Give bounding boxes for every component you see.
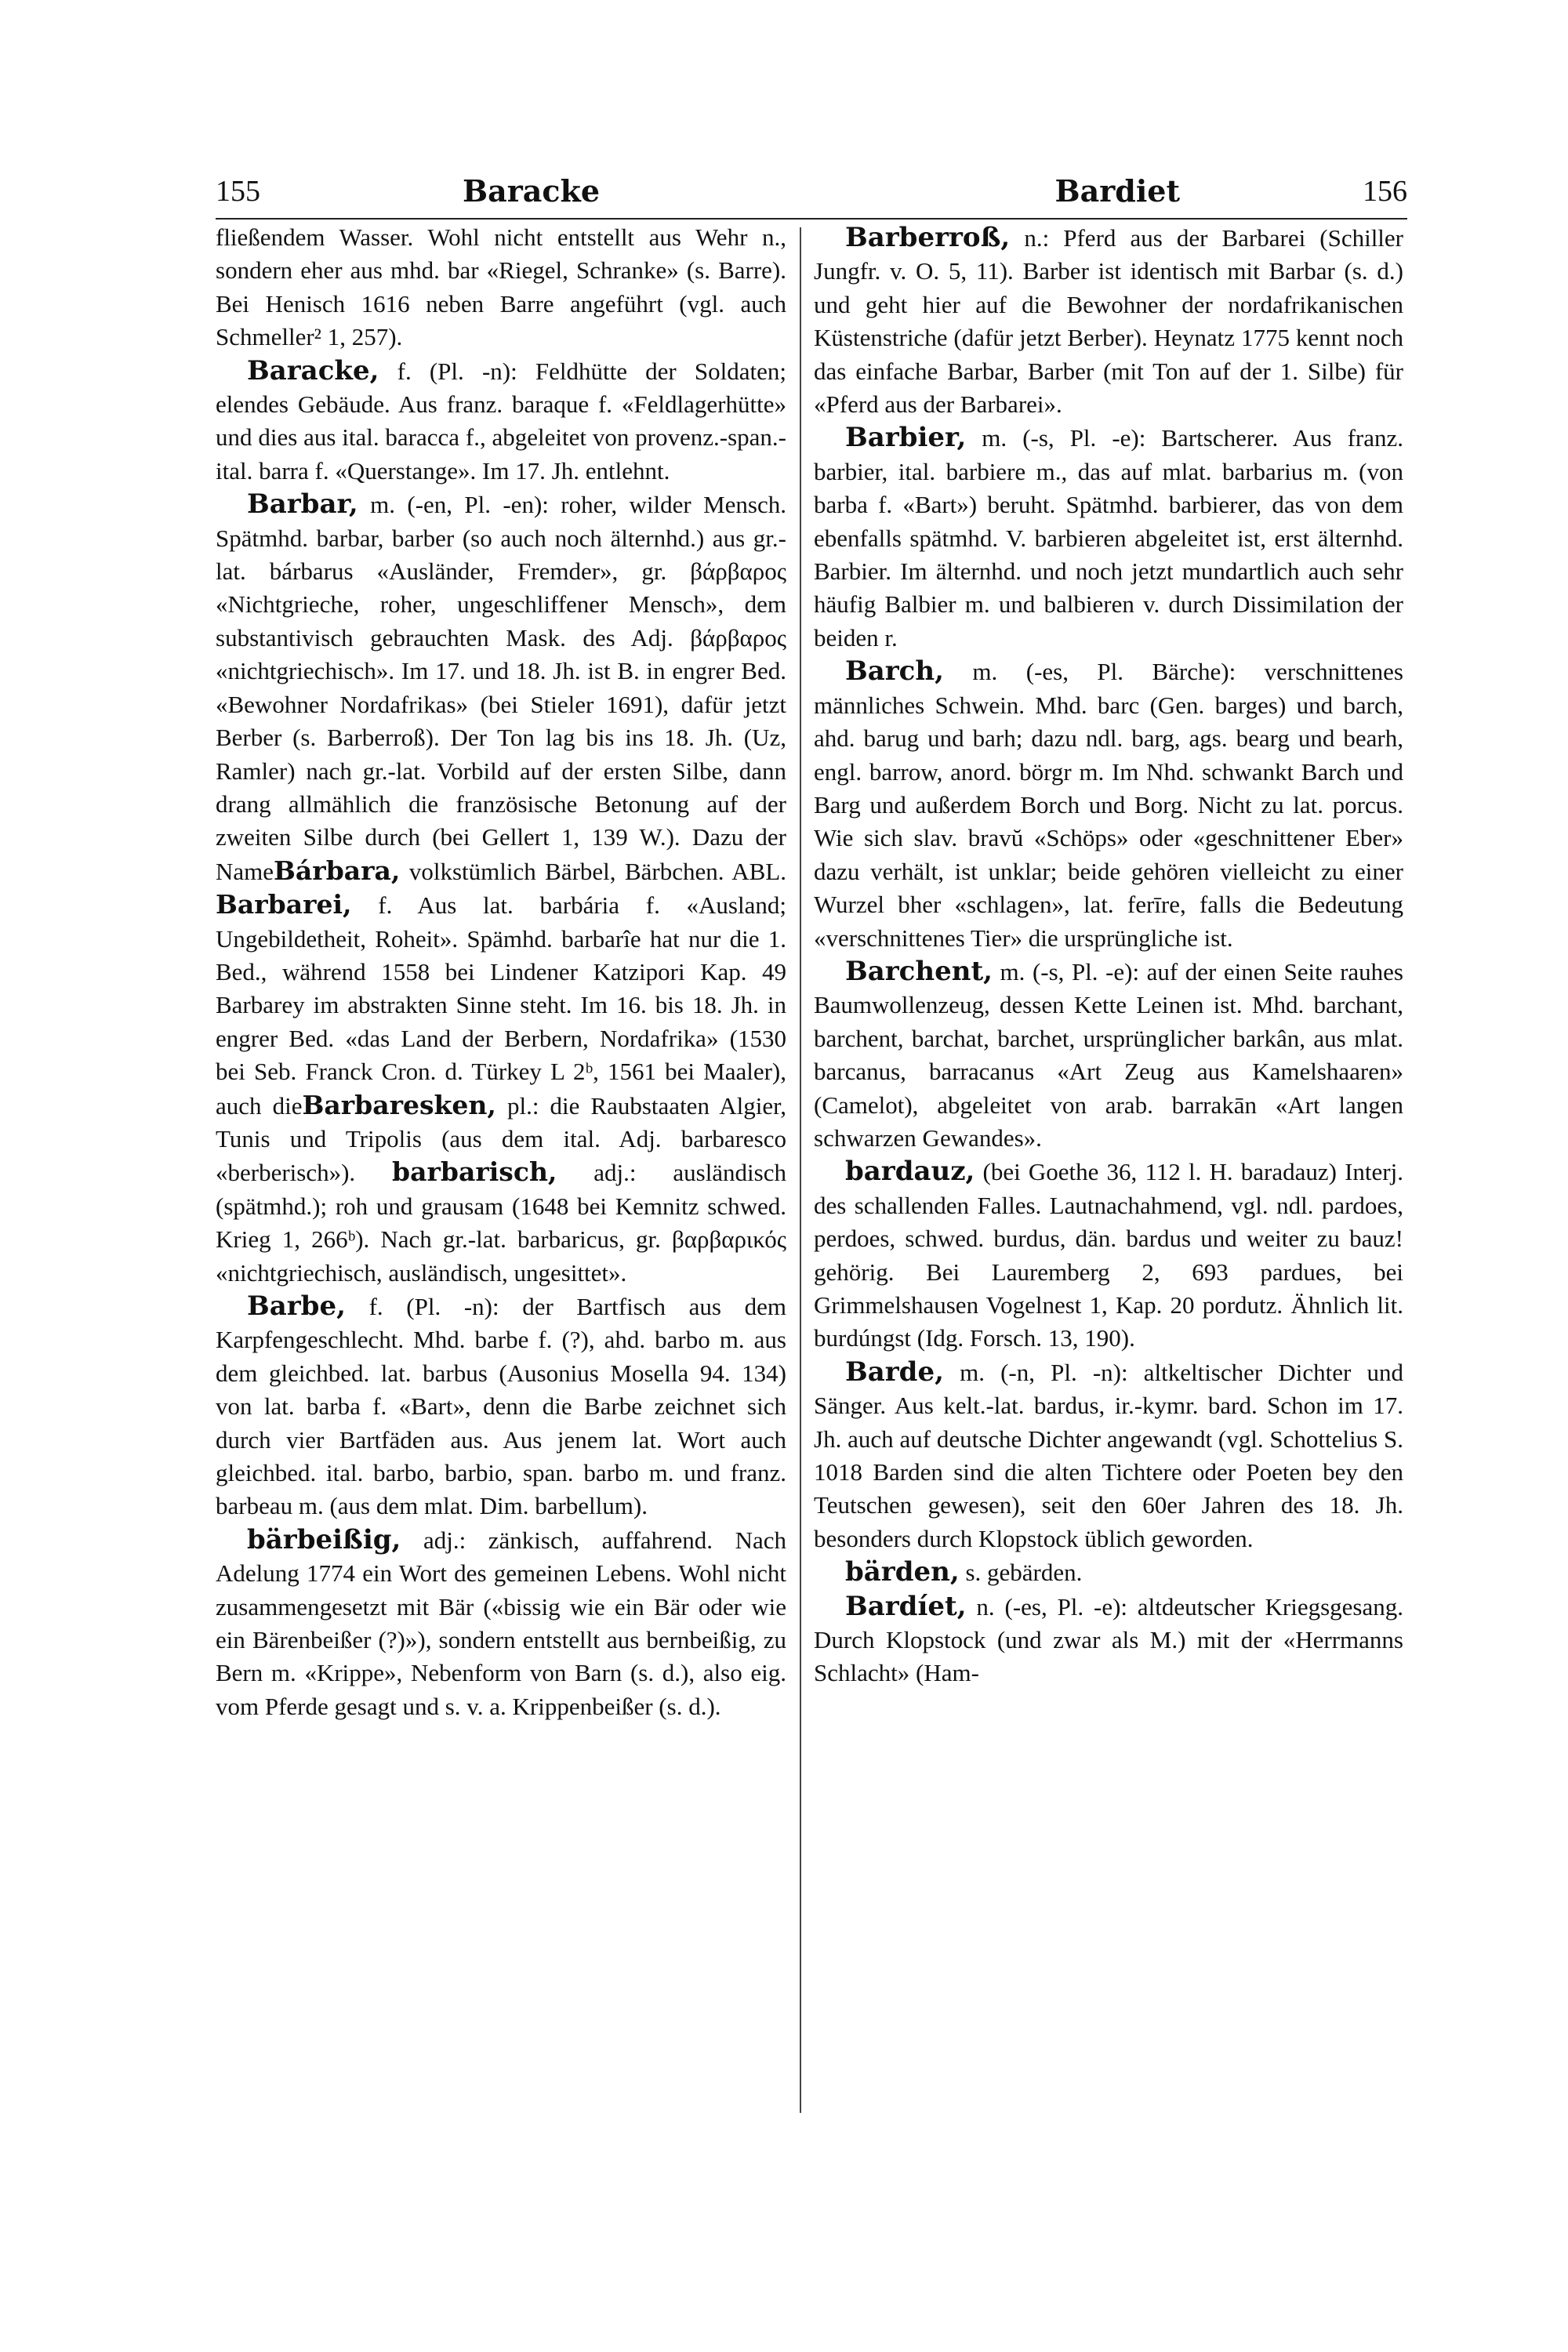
- headword: Barchent,: [845, 955, 993, 987]
- entry-bardiet: [814, 1590, 1403, 1690]
- entry-text: m. (-s, Pl. -e): Bartscherer. Aus franz. barbier, ital. barbiere m., das auf mlat. barbarius m. (von barba f. «Bart») beruht. Spätmhd. barbierer, das von dem ebenfalls spätmhd. V. barbieren abgeleitet ist, erst älternhd. Barbier. Im älternhd. und noch jetzt mundartlich auch sehr häufig Balbier m. und balbieren v. durch Dissimilation der beiden r.: [814, 424, 1403, 652]
- entry-baracke: [216, 354, 786, 488]
- entry-text: n. (-es, Pl. -e): altdeutscher Kriegsgesang. Durch Klopstock (und zwar als M.) mit der «Herrmanns Schlacht» (Ham-: [814, 1592, 1403, 1687]
- right-column: [814, 221, 1403, 1690]
- entry-text: pl.: die Raubstaaten Algier, Tunis und Tripolis (aus dem ital. Adj. barbaresco «berberisch»).: [216, 1091, 786, 1187]
- headword: Barde,: [845, 1356, 944, 1388]
- continuation-line: fließendem Wasser. Wohl nicht entstellt aus: [216, 223, 681, 251]
- entry-text: f. (Pl. -n): Feldhütte der Soldaten; elendes Gebäude. Aus franz. baraque f. «Feldlagerhütte» und dies aus ital. baracca f., abgeleitet von provenz.-span.-ital. barra f. «Querstange». Im 17. Jh. entlehnt.: [216, 357, 786, 485]
- headword: Barbar,: [247, 488, 358, 521]
- inline-headword: Bárbara,: [274, 855, 401, 886]
- continuation-paragraph: [216, 221, 786, 354]
- header-rule: [216, 218, 1407, 220]
- entry-baerden: [814, 1555, 1403, 1589]
- left-page-number: 155: [216, 175, 260, 208]
- headword: Barbier,: [845, 422, 967, 454]
- entry-text: adj.: zänkisch, auffahrend. Nach Adelung 1774 ein Wort des gemeinen Lebens. Wohl nicht zusammengesetzt mit Bär («bissig wie ein Bär oder wie ein Bärenbeißer (?)»), sondern entstellt aus bernbeißig, zu Bern m. «Krippe», Nebenform von Barn (s. d.), also eig. vom Pferde gesagt und s. v. a. Krippenbeißer (s. d.).: [216, 1526, 786, 1720]
- entry-text: (bei Goethe 36, 112 l. H. baradauz) Interj. des schallenden Falles. Lautnachahmend, vgl. ndl. pardoes, perdoes, schwed. burdus, dän. bardus und weiter zu bauz! gehörig. Bei Lauremberg 2, 693 pardues, bei Grimmelshausen Vogelnest 1, Kap. 20 pordutz. Ähnlich lit. burdúngst (Idg. Forsch. 13, 190).: [814, 1158, 1403, 1352]
- column-separator: [800, 227, 801, 2113]
- headword: Barbe,: [247, 1290, 346, 1322]
- right-page-number: 156: [1363, 175, 1407, 208]
- entry-text: adj.: ausländisch (spätmhd.); roh und grausam (1648 bei Kemnitz schwed. Krieg 1, 266ᵇ). Nach gr.-lat. barbaricus, gr. βαρβαρικός «nichtgriechisch, ausländisch, ungesittet».: [216, 1159, 786, 1287]
- headword: bärbeißig,: [247, 1523, 401, 1555]
- inline-headword: Barbaresken,: [302, 1089, 496, 1120]
- entry-barbe: [216, 1290, 786, 1523]
- entry-barde: [814, 1356, 1403, 1555]
- entry-text: volkstümlich Bärbel, Bärbchen. ABL.: [400, 857, 786, 885]
- page-header: [216, 171, 1407, 218]
- entry-barchent: [814, 955, 1403, 1155]
- left-column: [216, 221, 786, 1723]
- right-running-headword: Bardiet: [1054, 173, 1180, 209]
- headword: Bardíet,: [845, 1590, 967, 1622]
- inline-headword: Barbarei,: [216, 889, 352, 920]
- left-running-headword: Baracke: [463, 173, 601, 209]
- entry-text: s. gebärden.: [959, 1559, 1083, 1587]
- continuation-line: Schranke» (s. Barre). Bei Henisch 1616 neben: [216, 256, 786, 318]
- entry-baerbeissig: [216, 1523, 786, 1723]
- entry-barbar: [216, 488, 786, 1290]
- headword: Barch,: [845, 655, 944, 688]
- entry-bardauz: [814, 1155, 1403, 1355]
- entry-text: m. (-en, Pl. -en): roher, wilder Mensch. Spätmhd. barbar, barber (so auch noch älternhd.) aus gr.-lat. bárbarus «Ausländer, Fremder», gr. βάρβαρος «Nichtgrieche, roher, ungeschliffener Mensch», dem substantivisch gebrauchten Mask. des Adj. βάρβαρος «nichtgriechisch». Im 17. und 18. Jh. ist B. in engrer Bed. «Bewohner Nordafrikas» (bei Stieler 1691), dafür jetzt Berber (s. Barberroß). Der Ton lag bis ins 18. Jh. (Uz, Ramler) nach gr.-lat. Vorbild auf der ersten Silbe, dann drang allmählich die französische Betonung auf der zweiten Silbe durch (bei Gellert 1, 139 W.). Dazu der Name: [216, 491, 786, 885]
- inline-headword: barbarisch,: [392, 1156, 557, 1188]
- entry-barbier: [814, 421, 1403, 655]
- entry-text: f. Aus lat. barbária f. «Ausland; Ungebildetheit, Roheit». Spämhd. barbarîe hat nur die 1. Bed., während 1558 bei Lindener Katzipori Kap. 49 Barbarey im abstrakten Sinne steht. Im 16. bis 18. Jh. in engrer Bed. «das Land der Berbern, Nordafrika» (1530 bei Seb. Franck Cron. d. Türkey L 2ᵇ, 1561 bei Maaler), auch die: [216, 891, 786, 1120]
- entry-text: m. (-n, Pl. -n): altkeltischer Dichter und Sänger. Aus kelt.-lat. bardus, ir.-kymr. bard. Schon im 17. Jh. auch auf deutsche Dichter angewandt (vgl. Schottelius S. 1018 Barden sind die alten Tichtere oder Poeten bey den Teutschen gewesen), seit den 60er Jahren des 18. Jh. besonders durch Klopstock üblich geworden.: [814, 1358, 1403, 1552]
- entry-text: m. (-es, Pl. Bärche): verschnittenes männliches Schwein. Mhd. barc (Gen. barges) und barch, ahd. barug und barh; dazu ndl. barg, ags. bearg und bearh, engl. barrow, anord. börgr m. Im Nhd. schwankt Barch und Barg und außerdem Borch und Borg. Nicht zu lat. porcus. Wie sich slav. bravŭ «Schöps» oder «geschnittener Eber» dazu verhält, ist unklar; beide gehören vielleicht zu einer Wurzel bher «schlagen», lat. ferīre, falls die Bedeutung «verschnittenes Tier» die ursprüngliche ist.: [814, 658, 1403, 952]
- entry-barch: [814, 655, 1403, 955]
- headword: bardauz,: [845, 1156, 975, 1188]
- continuation-line: Wehr n., sondern eher aus mhd. bar «Riegel,: [216, 223, 786, 285]
- entry-text: f. (Pl. -n): der Bartfisch aus dem Karpfengeschlecht. Mhd. barbe f. (?), ahd. barbo m. aus dem gleichbed. lat. barbus (Ausonius Mosella 94. 134) von lat. barba f. «Bart», denn die Barbe zeichnet sich durch vier Bartfäden aus. Aus jenem lat. Wort auch gleichbed. ital. barbo, barbio, span. barbo m. und franz. barbeau m. (aus dem mlat. Dim. barbellum).: [216, 1293, 786, 1520]
- entry-barberross: [814, 221, 1403, 421]
- continuation-line: Barre angeführt (vgl. auch Schmeller² 1, 257).: [216, 289, 787, 351]
- headword: bärden,: [845, 1556, 960, 1588]
- entry-text: n.: Pferd aus der Barbarei (Schiller Jungfr. v. O. 5, 11). Barber ist identisch mit Barbar (s. d.) und geht hier auf die Bewohner der nordafrikanischen Küstenstriche (dafür jetzt Berber). Heynatz 1775 kennt noch das einfache Barbar, Barber (mit Ton auf der 1. Silbe) für «Pferd aus der Barbarei».: [814, 224, 1403, 419]
- entry-text: m. (-s, Pl. -e): auf der einen Seite rauhes Baumwollenzeug, dessen Kette Leinen ist. Mhd. barchant, barchent, barchat, barchet, ursprünglicher barkân, aus mlat. barcanus, barracanus «Art Zeug aus Kamelshaaren» (Camelot), abgeleitet von arab. barrakān «Art langen schwarzen Gewandes».: [814, 957, 1403, 1152]
- headword: Baracke,: [247, 354, 379, 387]
- headword: Barberroß,: [845, 222, 1011, 253]
